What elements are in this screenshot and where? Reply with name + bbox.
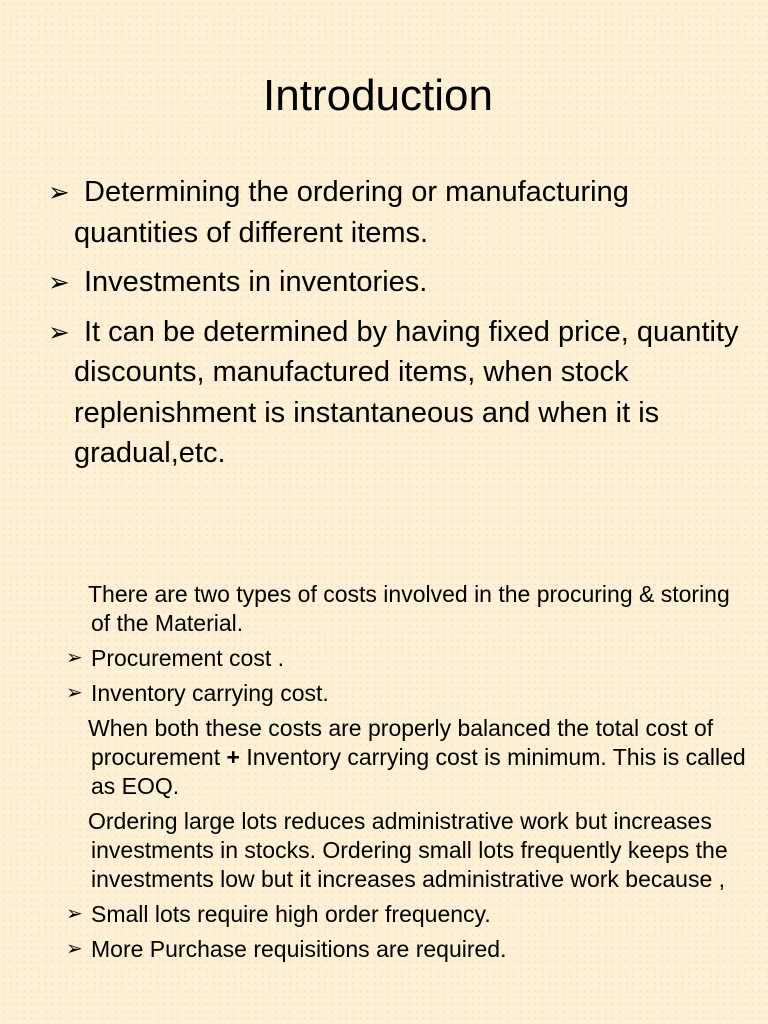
slide-title: Introduction — [263, 71, 493, 120]
eoq-text-part1: When both these costs are properly balanced the total cost of procurement — [88, 715, 714, 770]
notes-bullet-text: Inventory carrying cost. — [91, 680, 329, 706]
notes-bullet-text: More Purchase requisitions are required. — [91, 936, 507, 962]
notes-paragraph-lots: Ordering large lots reduces administrative work but increases investments in stocks. Ordering small lots frequently keeps the investments low but it increases administrative work because , — [88, 808, 728, 892]
main-bullet-item — [48, 262, 748, 303]
arrow-bullet-icon: ➢ — [66, 647, 83, 669]
notes-bullet-item — [62, 900, 752, 929]
notes-paragraph-eoq — [62, 714, 752, 801]
eoq-text-part2: Inventory carrying cost is minimum. This is called as EOQ. — [91, 744, 746, 799]
notes-bullet-item — [62, 935, 752, 964]
main-bullet-item — [48, 172, 748, 253]
main-bullet-text: It can be determined by having fixed price, quantity discounts, manufactured items, when stock replenishment is instantaneous and when it is gradual,etc. — [74, 315, 739, 469]
notes-bullet-item — [62, 679, 752, 708]
arrow-bullet-icon: ➢ — [48, 316, 70, 347]
arrow-bullet-icon: ➢ — [66, 938, 83, 960]
main-bullet-list — [48, 172, 748, 483]
arrow-bullet-icon: ➢ — [66, 682, 83, 704]
arrow-bullet-icon: ➢ — [66, 903, 83, 925]
notes-bullet-text: Procurement cost . — [91, 645, 285, 671]
notes-section — [62, 580, 752, 970]
arrow-bullet-icon: ➢ — [48, 177, 70, 207]
main-bullet-item — [48, 312, 748, 474]
main-bullet-text: Determining the ordering or manufacturing quantities of different items. — [74, 176, 629, 249]
main-bullet-text: Investments in inventories. — [84, 266, 428, 298]
plus-sign: + — [226, 744, 240, 770]
notes-bullet-text: Small lots require high order frequency. — [91, 901, 491, 927]
notes-bullet-item — [62, 644, 752, 673]
notes-paragraph-costs: There are two types of costs involved in the procuring & storing of the Material. — [88, 581, 730, 636]
arrow-bullet-icon: ➢ — [48, 267, 70, 297]
